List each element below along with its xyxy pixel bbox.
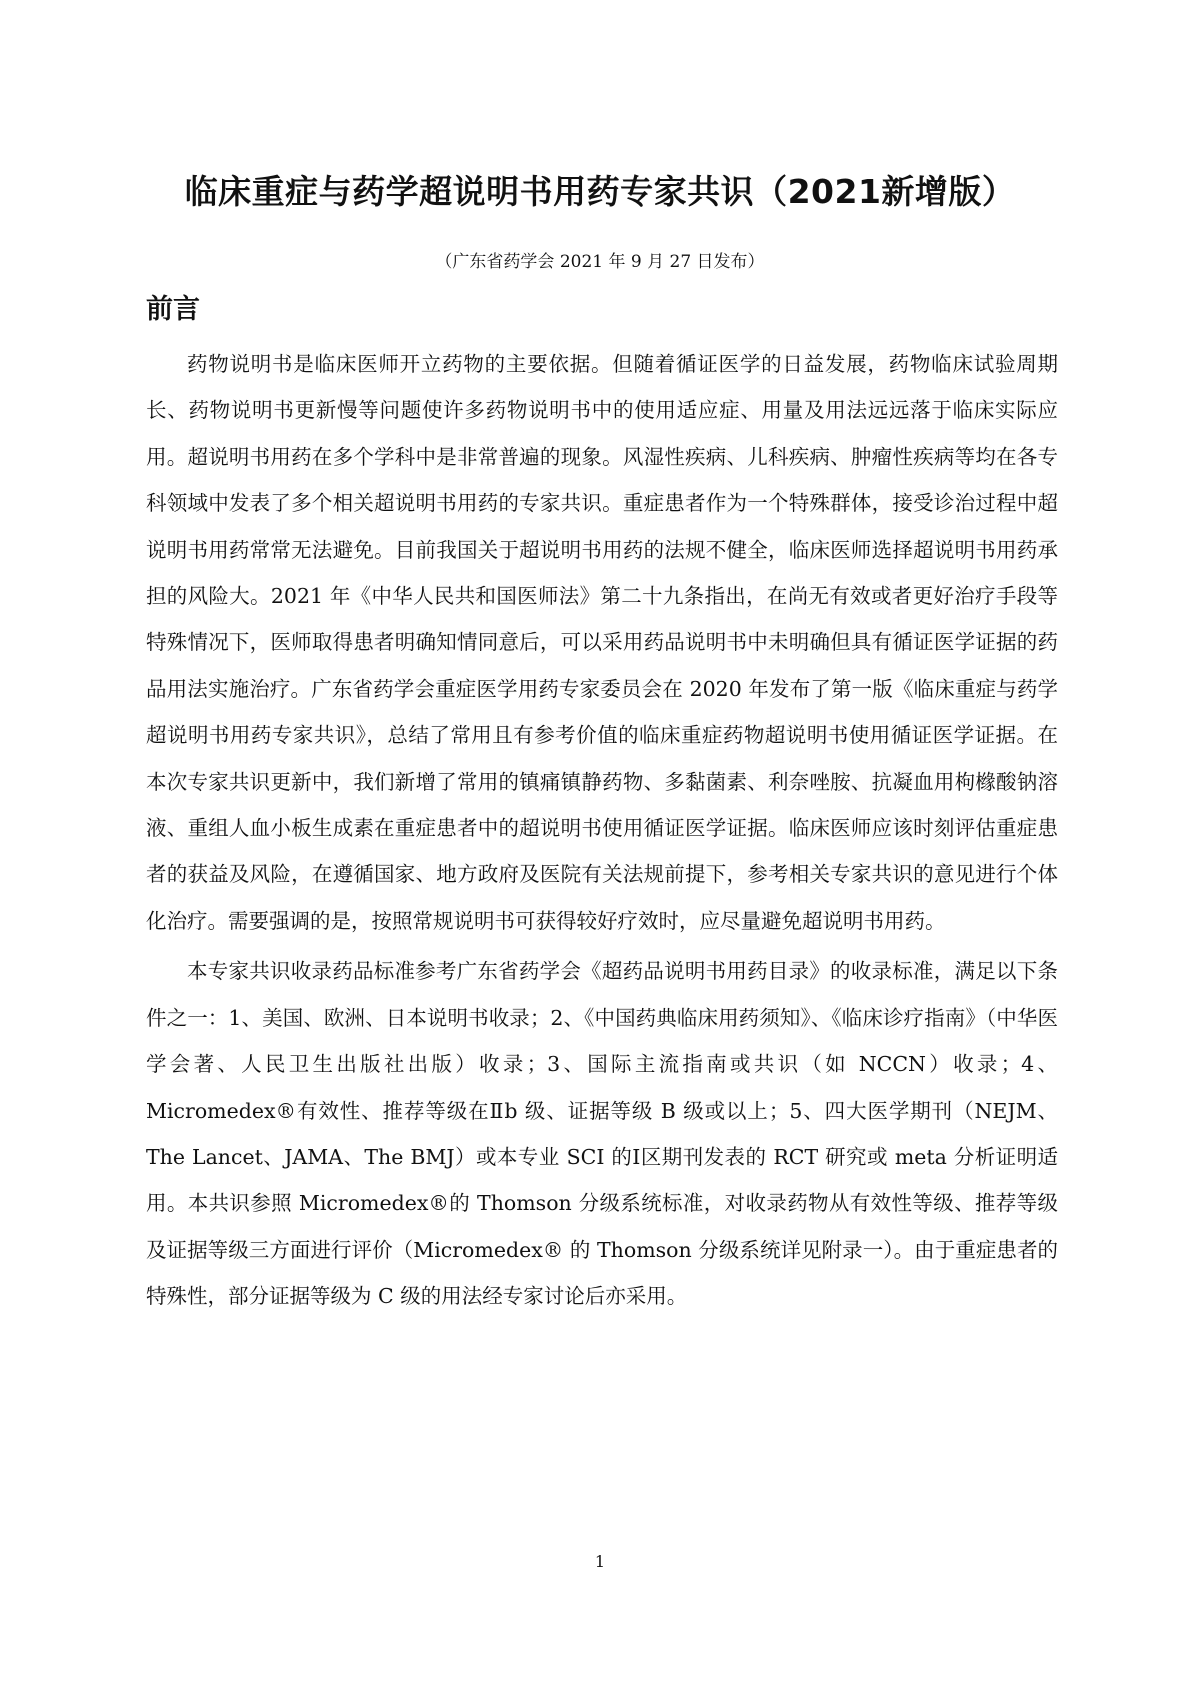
page-number: 1 [594, 1552, 606, 1571]
section-heading: 前言 [146, 294, 200, 325]
paragraph: 本专家共识收录药品标准参考广东省药学会《超药品说明书用药目录》的收录标准，满足以下条件之一：1、美国、欧洲、日本说明书收录；2、《中国药典临床用药须知》、《临床诊疗指南》（中华医学会著、人民卫生出版社出版）收录；3、国际主流指南或共识（如 NCCN）收录；4、Micromedex®有效性、推荐等级在Ⅱb 级、证据等级 B 级或以上；5、四大医学期刊（NEJM、The Lancet、JAMA、The BMJ）或本专业 SCI 的Ⅰ区期刊发表的 RCT 研究或 meta 分析证明适用。本共识参照 Micromedex®的 Thomson 分级系统标准，对收录药物从有效性等级、推荐等级及证据等级三方面进行评价（Micromedex® 的 Thomson 分级系统详见附录一）。由于重症患者的特殊性，部分证据等级为 C 级的用法经专家讨论后亦采用。 [146, 959, 1058, 1309]
document-subtitle: （广东省药学会 2021 年 9 月 27 日发布） [435, 252, 765, 272]
document-body [146, 341, 1058, 1320]
document-title: 临床重症与药学超说明书用药专家共识（2021新增版） [184, 172, 1016, 211]
paragraph: 药物说明书是临床医师开立药物的主要依据。但随着循证医学的日益发展，药物临床试验周期长、药物说明书更新慢等问题使许多药物说明书中的使用适应症、用量及用法远远落于临床实际应用。超说明书用药在多个学科中是非常普遍的现象。风湿性疾病、儿科疾病、肿瘤性疾病等均在各专科领域中发表了多个相关超说明书用药的专家共识。重症患者作为一个特殊群体，接受诊治过程中超说明书用药常常无法避免。目前我国关于超说明书用药的法规不健全，临床医师选择超说明书用药承担的风险大。2021 年《中华人民共和国医师法》第二十九条指出，在尚无有效或者更好治疗手段等特殊情况下，医师取得患者明确知情同意后，可以采用药品说明书中未明确但具有循证医学证据的药品用法实施治疗。广东省药学会重症医学用药专家委员会在 2020 年发布了第一版《临床重症与药学超说明书用药专家共识》，总结了常用且有参考价值的临床重症药物超说明书使用循证医学证据。在本次专家共识更新中，我们新增了常用的镇痛镇静药物、多黏菌素、利奈唑胺、抗凝血用枸橼酸钠溶液、重组人血小板生成素在重症患者中的超说明书使用循证医学证据。临床医师应该时刻评估重症患者的获益及风险，在遵循国家、地方政府及医院有关法规前提下，参考相关专家共识的意见进行个体化治疗。需要强调的是，按照常规说明书可获得较好疗效时，应尽量避免超说明书用药。 [146, 352, 1058, 933]
